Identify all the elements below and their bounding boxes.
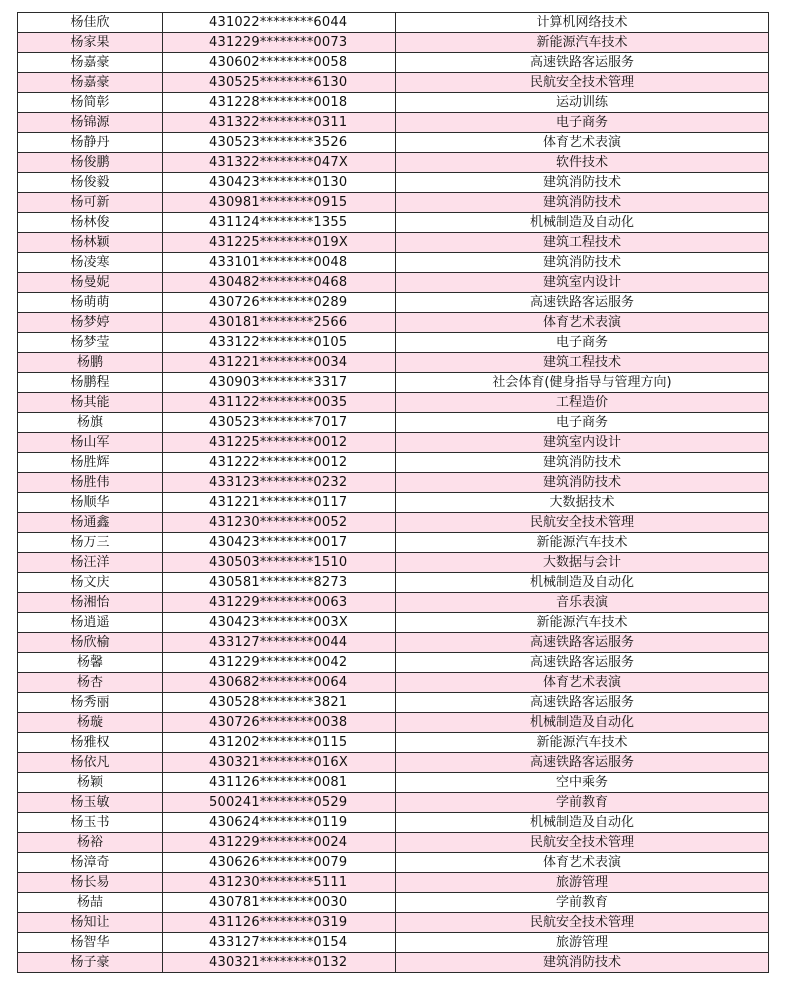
major-cell: 计算机网络技术 [396,13,769,33]
id-number-cell: 500241********0529 [163,793,396,813]
table-row [18,293,769,313]
name-cell: 杨汪洋 [18,553,163,573]
table-row [18,493,769,513]
major-cell: 学前教育 [396,893,769,913]
id-number-cell: 431229********0063 [163,593,396,613]
name-cell: 杨秀丽 [18,693,163,713]
name-cell: 杨梦婷 [18,313,163,333]
table-row [18,393,769,413]
major-cell: 大数据技术 [396,493,769,513]
id-number-cell: 430523********7017 [163,413,396,433]
id-number-cell: 431230********5111 [163,873,396,893]
major-cell: 建筑室内设计 [396,273,769,293]
table-row [18,53,769,73]
major-cell: 社会体育(健身指导与管理方向) [396,373,769,393]
table-row [18,733,769,753]
table-row [18,453,769,473]
name-cell: 杨湘怡 [18,593,163,613]
table-row [18,253,769,273]
table-row [18,173,769,193]
name-cell: 杨喆 [18,893,163,913]
major-cell: 音乐表演 [396,593,769,613]
major-cell: 建筑消防技术 [396,453,769,473]
id-number-cell: 430321********0132 [163,953,396,973]
id-number-cell: 430903********3317 [163,373,396,393]
id-number-cell: 431124********1355 [163,213,396,233]
id-number-cell: 430581********8273 [163,573,396,593]
name-cell: 杨鹏程 [18,373,163,393]
table-row [18,553,769,573]
id-number-cell: 430682********0064 [163,673,396,693]
name-cell: 杨俊鹏 [18,153,163,173]
id-number-cell: 430624********0119 [163,813,396,833]
table-row [18,713,769,733]
name-cell: 杨鹏 [18,353,163,373]
major-cell: 新能源汽车技术 [396,613,769,633]
name-cell: 杨长易 [18,873,163,893]
name-cell: 杨梦莹 [18,333,163,353]
id-number-cell: 430781********0030 [163,893,396,913]
id-number-cell: 433127********0154 [163,933,396,953]
major-cell: 民航安全技术管理 [396,833,769,853]
id-number-cell: 430602********0058 [163,53,396,73]
name-cell: 杨俊毅 [18,173,163,193]
table-row [18,233,769,253]
major-cell: 高速铁路客运服务 [396,293,769,313]
table-row [18,153,769,173]
table-row [18,33,769,53]
name-cell: 杨山军 [18,433,163,453]
table-row [18,133,769,153]
table-row [18,653,769,673]
major-cell: 体育艺术表演 [396,133,769,153]
major-cell: 体育艺术表演 [396,313,769,333]
id-number-cell: 430525********6130 [163,73,396,93]
id-number-cell: 433122********0105 [163,333,396,353]
table-body [18,13,769,973]
table-row [18,93,769,113]
table-row [18,533,769,553]
name-cell: 杨凌寒 [18,253,163,273]
name-cell: 杨嘉豪 [18,53,163,73]
table-row [18,313,769,333]
major-cell: 民航安全技术管理 [396,513,769,533]
id-number-cell: 430482********0468 [163,273,396,293]
name-cell: 杨萌萌 [18,293,163,313]
table-row [18,793,769,813]
name-cell: 杨林颖 [18,233,163,253]
table-row [18,433,769,453]
id-number-cell: 431202********0115 [163,733,396,753]
major-cell: 电子商务 [396,113,769,133]
table-row [18,693,769,713]
id-number-cell: 431222********0012 [163,453,396,473]
major-cell: 软件技术 [396,153,769,173]
major-cell: 建筑消防技术 [396,253,769,273]
table-row [18,213,769,233]
name-cell: 杨颖 [18,773,163,793]
major-cell: 高速铁路客运服务 [396,693,769,713]
id-number-cell: 430726********0289 [163,293,396,313]
table-row [18,633,769,653]
id-number-cell: 430523********3526 [163,133,396,153]
table-row [18,113,769,133]
id-number-cell: 431225********019X [163,233,396,253]
name-cell: 杨裕 [18,833,163,853]
table-row [18,673,769,693]
table-row [18,473,769,493]
name-cell: 杨文庆 [18,573,163,593]
major-cell: 机械制造及自动化 [396,813,769,833]
major-cell: 新能源汽车技术 [396,533,769,553]
table-row [18,813,769,833]
name-cell: 杨胜辉 [18,453,163,473]
major-cell: 运动训练 [396,93,769,113]
major-cell: 空中乘务 [396,773,769,793]
student-roster-table [17,12,769,973]
id-number-cell: 431229********0042 [163,653,396,673]
id-number-cell: 431126********0081 [163,773,396,793]
id-number-cell: 430626********0079 [163,853,396,873]
id-number-cell: 431322********0311 [163,113,396,133]
name-cell: 杨佳欣 [18,13,163,33]
id-number-cell: 430181********2566 [163,313,396,333]
table-row [18,933,769,953]
name-cell: 杨其能 [18,393,163,413]
name-cell: 杨依凡 [18,753,163,773]
table-row [18,413,769,433]
id-number-cell: 430423********0130 [163,173,396,193]
table-row [18,893,769,913]
id-number-cell: 430528********3821 [163,693,396,713]
major-cell: 民航安全技术管理 [396,73,769,93]
major-cell: 机械制造及自动化 [396,213,769,233]
major-cell: 高速铁路客运服务 [396,753,769,773]
name-cell: 杨知让 [18,913,163,933]
name-cell: 杨家果 [18,33,163,53]
major-cell: 旅游管理 [396,873,769,893]
major-cell: 体育艺术表演 [396,853,769,873]
id-number-cell: 433101********0048 [163,253,396,273]
table-row [18,753,769,773]
id-number-cell: 431221********0117 [163,493,396,513]
id-number-cell: 430981********0915 [163,193,396,213]
name-cell: 杨子豪 [18,953,163,973]
id-number-cell: 431022********6044 [163,13,396,33]
major-cell: 建筑消防技术 [396,473,769,493]
name-cell: 杨通鑫 [18,513,163,533]
table-row [18,273,769,293]
id-number-cell: 431225********0012 [163,433,396,453]
name-cell: 杨顺华 [18,493,163,513]
major-cell: 高速铁路客运服务 [396,633,769,653]
table-row [18,73,769,93]
name-cell: 杨林俊 [18,213,163,233]
name-cell: 杨璇 [18,713,163,733]
name-cell: 杨智华 [18,933,163,953]
id-number-cell: 431322********047X [163,153,396,173]
major-cell: 高速铁路客运服务 [396,653,769,673]
name-cell: 杨逍遥 [18,613,163,633]
major-cell: 工程造价 [396,393,769,413]
table-row [18,853,769,873]
major-cell: 建筑消防技术 [396,193,769,213]
major-cell: 大数据与会计 [396,553,769,573]
table-row [18,333,769,353]
major-cell: 机械制造及自动化 [396,573,769,593]
major-cell: 机械制造及自动化 [396,713,769,733]
name-cell: 杨万三 [18,533,163,553]
major-cell: 新能源汽车技术 [396,33,769,53]
name-cell: 杨欣榆 [18,633,163,653]
id-number-cell: 431229********0024 [163,833,396,853]
name-cell: 杨雅权 [18,733,163,753]
name-cell: 杨简彰 [18,93,163,113]
major-cell: 新能源汽车技术 [396,733,769,753]
id-number-cell: 431221********0034 [163,353,396,373]
major-cell: 电子商务 [396,333,769,353]
table-row [18,353,769,373]
id-number-cell: 431230********0052 [163,513,396,533]
id-number-cell: 430726********0038 [163,713,396,733]
name-cell: 杨杏 [18,673,163,693]
table-row [18,193,769,213]
table-row [18,913,769,933]
name-cell: 杨胜伟 [18,473,163,493]
table-row [18,513,769,533]
table-row [18,613,769,633]
name-cell: 杨旗 [18,413,163,433]
table-row [18,593,769,613]
id-number-cell: 431122********0035 [163,393,396,413]
table-row [18,873,769,893]
name-cell: 杨馨 [18,653,163,673]
table-row [18,953,769,973]
table-row [18,373,769,393]
table-row [18,773,769,793]
table-row [18,573,769,593]
major-cell: 高速铁路客运服务 [396,53,769,73]
name-cell: 杨嘉豪 [18,73,163,93]
id-number-cell: 430423********0017 [163,533,396,553]
id-number-cell: 430321********016X [163,753,396,773]
name-cell: 杨可新 [18,193,163,213]
name-cell: 杨漳奇 [18,853,163,873]
major-cell: 建筑工程技术 [396,353,769,373]
major-cell: 建筑工程技术 [396,233,769,253]
name-cell: 杨玉书 [18,813,163,833]
name-cell: 杨曼妮 [18,273,163,293]
major-cell: 旅游管理 [396,933,769,953]
major-cell: 民航安全技术管理 [396,913,769,933]
id-number-cell: 431228********0018 [163,93,396,113]
id-number-cell: 431126********0319 [163,913,396,933]
id-number-cell: 433123********0232 [163,473,396,493]
table-row [18,833,769,853]
id-number-cell: 433127********0044 [163,633,396,653]
name-cell: 杨玉敏 [18,793,163,813]
name-cell: 杨锦源 [18,113,163,133]
id-number-cell: 431229********0073 [163,33,396,53]
id-number-cell: 430423********003X [163,613,396,633]
major-cell: 体育艺术表演 [396,673,769,693]
table-row [18,13,769,33]
major-cell: 建筑室内设计 [396,433,769,453]
major-cell: 电子商务 [396,413,769,433]
major-cell: 建筑消防技术 [396,953,769,973]
name-cell: 杨静丹 [18,133,163,153]
id-number-cell: 430503********1510 [163,553,396,573]
major-cell: 建筑消防技术 [396,173,769,193]
major-cell: 学前教育 [396,793,769,813]
